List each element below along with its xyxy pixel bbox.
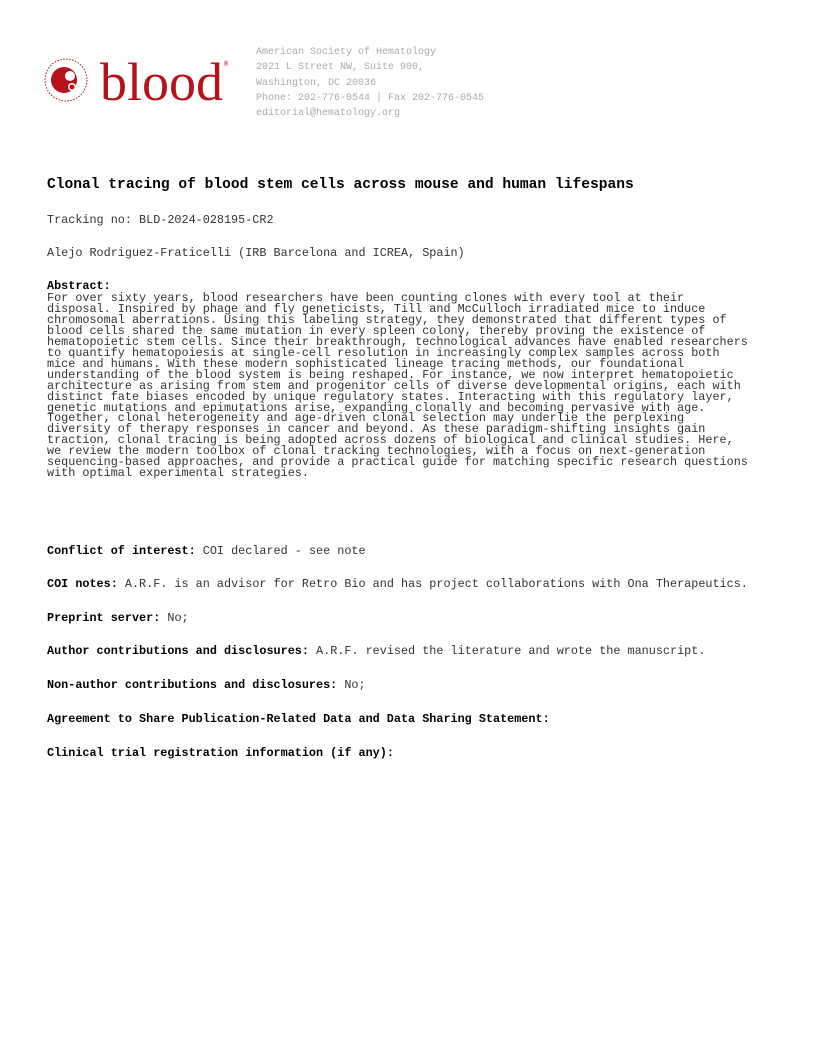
svg-text:®: ® [224,61,229,69]
abstract-line: distinct fate biases encoded by unique regulatory states. Interacting with this regulatory layer, [47,389,734,404]
field-non-author-contributions: Non-author contributions and disclosures: No; [47,678,366,692]
field-value: A.R.F. revised the literature and wrote the manuscript. [316,644,706,658]
field-label: Author contributions and disclosures [47,644,302,658]
abstract-line: architecture as arising from stem and progenitor cells of diverse developmental origins, each with [47,378,741,393]
address-line: 2021 L Street NW, Suite 900, [256,62,425,74]
abstract-label: Abstract: [47,279,111,293]
abstract-line: Together, clonal heterogeneity and age-driven clonal selection may underlie the perplexing [47,411,685,426]
tracking-number: Tracking no: BLD-2024-028195-CR2 [47,213,274,227]
field-value: No; [167,611,189,625]
field-value: No; [344,678,366,692]
abstract-line: disposal. Inspired by phage and fly geneticists, Till and McCulloch irradiated mice to induce [47,301,706,316]
address-line: Phone: 202-776-0544 | Fax 202-776-0545 [256,92,485,104]
field-conflict-of-interest: Conflict of interest: COI declared - see note [47,544,366,558]
field-label: Agreement to Share Publication-Related Data and Data Sharing Statement [47,712,543,726]
article-title: Clonal tracing of blood stem cells across mouse and human lifespans [47,177,634,193]
abstract-line: understanding of the blood system is being reshaped. For instance, we now interpret hematopoietic [47,367,734,382]
field-preprint-server: Preprint server: No; [47,611,189,625]
abstract-line: genetic mutations and epimutations arise, expanding clonally and becoming pervasive with age. [47,400,706,415]
abstract-body [47,293,748,479]
field-label: Clinical trial registration information (if any) [47,746,387,760]
field-author-contributions: Author contributions and disclosures: A.R.F. revised the literature and wrote the manuscript. [47,644,706,658]
blood-journal-logo [44,56,234,108]
abstract-line: traction, clonal tracing is being adopted across dozens of biological and clinical studies. Here, [47,433,734,448]
abstract-line: we review the modern toolbox of clonal tracking technologies, with a focus on next-generation [47,444,706,459]
author-line: Alejo Rodriguez-Fraticelli (IRB Barcelona and ICREA, Spain) [47,246,465,260]
logo-wordmark: blood [100,56,224,108]
field-label: Preprint server [47,611,154,625]
abstract-line: with optimal experimental strategies. [47,466,309,481]
abstract-line: chromosomal aberrations. Using this labeling strategy, they demonstrated that different types of [47,312,727,327]
abstract-line: For over sixty years, blood researchers have been counting clones with every tool at their [47,291,685,305]
abstract-line: blood cells shared the same mutation in every spleen colony, thereby proving the existence of [47,323,706,338]
address-line: American Society of Hematology [256,47,437,58]
abstract-line: hematopoietic stem cells. Since their breakthrough, technological advances have enabled researchers [47,334,748,349]
abstract-line: to quantify hematopoiesis at single-cell resolution in increasingly complex samples across both [47,345,720,360]
abstract-line: diversity of therapy responses in cancer and beyond. As these paradigm-shifting insights gain [47,422,706,437]
field-coi-notes: COI notes: A.R.F. is an advisor for Retro Bio and has project collaborations with Ona Therapeutics. [47,577,748,591]
field-value: A.R.F. is an advisor for Retro Bio and has project collaborations with Ona Therapeutics. [124,577,748,591]
field-label: Non-author contributions and disclosures [47,678,331,692]
field-label: COI notes [47,577,111,591]
field-label: Conflict of interest [47,544,189,558]
address-line: Washington, DC 20036 [256,77,377,89]
field-data-sharing: Agreement to Share Publication-Related Data and Data Sharing Statement: [47,712,550,726]
abstract-line: mice and humans. With these modern sophisticated lineage tracing methods, our foundational [47,356,685,371]
field-value: COI declared - see note [202,544,366,558]
publisher-address [256,45,484,121]
field-clinical-trial: Clinical trial registration information (if any): [47,746,394,760]
abstract-line: sequencing-based approaches, and provide a practical guide for matching specific research questions [47,455,748,470]
address-email: editorial@hematology.org [256,108,401,120]
